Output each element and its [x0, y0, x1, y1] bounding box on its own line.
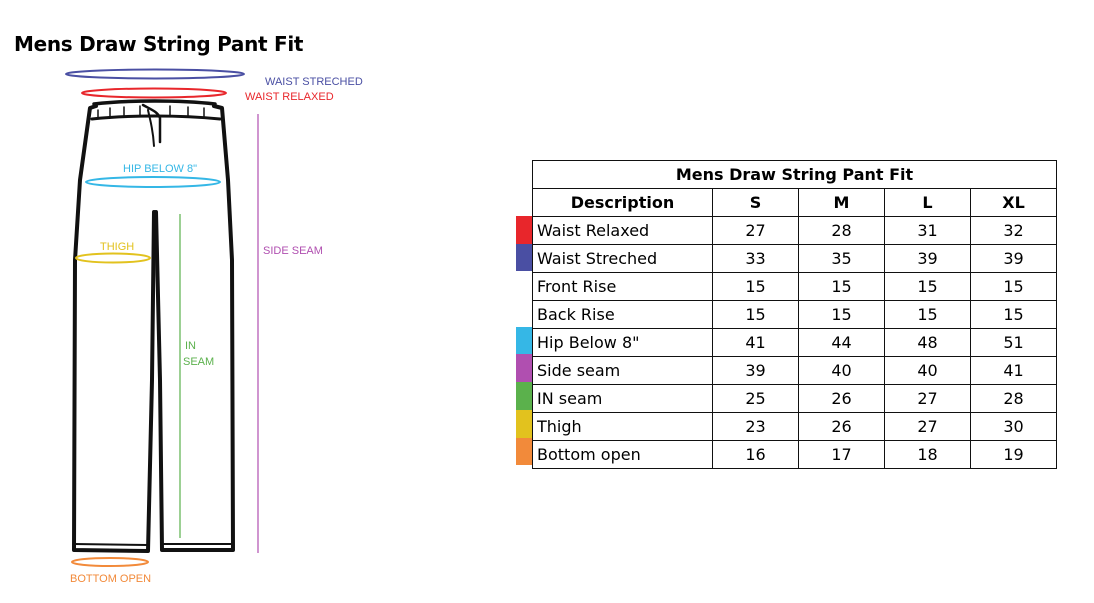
cell-size-l: 27	[885, 385, 971, 413]
cell-size-s: 41	[713, 329, 799, 357]
cell-size-s: 15	[713, 273, 799, 301]
waist-relaxed-ellipse	[82, 89, 226, 98]
color-swatch	[516, 438, 532, 466]
cell-size-m: 28	[799, 217, 885, 245]
cell-size-l: 40	[885, 357, 971, 385]
measurement-color-key	[516, 216, 532, 465]
cell-size-m: 26	[799, 413, 885, 441]
cell-size-l: 48	[885, 329, 971, 357]
waist-relaxed-label: WAIST RELAXED	[245, 91, 334, 103]
table-row	[533, 357, 1057, 385]
row-label: Thigh	[533, 413, 713, 441]
bottom-open-ellipse	[72, 558, 148, 566]
waist-stretched-label: WAIST STRECHED	[265, 76, 363, 88]
cell-size-s: 39	[713, 357, 799, 385]
row-label: Bottom open	[533, 441, 713, 469]
row-label: Waist Relaxed	[533, 217, 713, 245]
thigh-label: THIGH	[100, 241, 135, 253]
cell-size-l: 39	[885, 245, 971, 273]
cell-size-s: 27	[713, 217, 799, 245]
cell-size-l: 15	[885, 273, 971, 301]
row-label: Hip Below 8"	[533, 329, 713, 357]
color-swatch	[516, 271, 532, 299]
color-swatch	[516, 216, 532, 244]
cell-size-xl: 15	[971, 273, 1057, 301]
side-seam-label: SIDE SEAM	[263, 245, 323, 257]
cell-size-s: 15	[713, 301, 799, 329]
color-swatch	[516, 382, 532, 410]
cell-size-m: 17	[799, 441, 885, 469]
row-label: Waist Streched	[533, 245, 713, 273]
cell-size-l: 31	[885, 217, 971, 245]
cell-size-xl: 41	[971, 357, 1057, 385]
cell-size-xl: 19	[971, 441, 1057, 469]
table-row	[533, 385, 1057, 413]
cell-size-m: 40	[799, 357, 885, 385]
thigh-ellipse	[76, 254, 150, 263]
table-row	[533, 301, 1057, 329]
cell-size-xl: 51	[971, 329, 1057, 357]
pants-measurement-diagram	[0, 0, 400, 603]
table-row	[533, 273, 1057, 301]
row-label: IN seam	[533, 385, 713, 413]
header-size-s: S	[713, 189, 799, 217]
row-label: Side seam	[533, 357, 713, 385]
cell-size-l: 15	[885, 301, 971, 329]
cell-size-xl: 30	[971, 413, 1057, 441]
table-row	[533, 245, 1057, 273]
header-size-m: M	[799, 189, 885, 217]
in-seam-label-line1: IN	[185, 340, 196, 352]
cell-size-s: 33	[713, 245, 799, 273]
size-chart-table	[532, 160, 1057, 469]
cell-size-m: 44	[799, 329, 885, 357]
cell-size-s: 25	[713, 385, 799, 413]
waist-stretched-ellipse	[66, 70, 244, 79]
cell-size-xl: 28	[971, 385, 1057, 413]
cell-size-s: 23	[713, 413, 799, 441]
table-row	[533, 217, 1057, 245]
cell-size-xl: 39	[971, 245, 1057, 273]
header-description: Description	[533, 189, 713, 217]
cell-size-m: 15	[799, 273, 885, 301]
hip-label: HIP BELOW 8"	[123, 163, 198, 175]
header-size-l: L	[885, 189, 971, 217]
header-size-xl: XL	[971, 189, 1057, 217]
table-row	[533, 441, 1057, 469]
cell-size-xl: 15	[971, 301, 1057, 329]
table-row	[533, 329, 1057, 357]
cell-size-s: 16	[713, 441, 799, 469]
in-seam-label-line2: SEAM	[183, 356, 215, 368]
table-title: Mens Draw String Pant Fit	[533, 161, 1057, 189]
hip-ellipse	[86, 177, 220, 187]
cell-size-l: 18	[885, 441, 971, 469]
table-row	[533, 413, 1057, 441]
cell-size-m: 35	[799, 245, 885, 273]
color-swatch	[516, 327, 532, 355]
cell-size-m: 26	[799, 385, 885, 413]
color-swatch	[516, 354, 532, 382]
color-swatch	[516, 410, 532, 438]
row-label: Back Rise	[533, 301, 713, 329]
row-label: Front Rise	[533, 273, 713, 301]
cell-size-l: 27	[885, 413, 971, 441]
bottom-open-label: BOTTOM OPEN	[70, 573, 152, 585]
cell-size-xl: 32	[971, 217, 1057, 245]
color-swatch	[516, 244, 532, 272]
cell-size-m: 15	[799, 301, 885, 329]
page-title: Mens Draw String Pant Fit	[14, 32, 304, 56]
color-swatch	[516, 299, 532, 327]
